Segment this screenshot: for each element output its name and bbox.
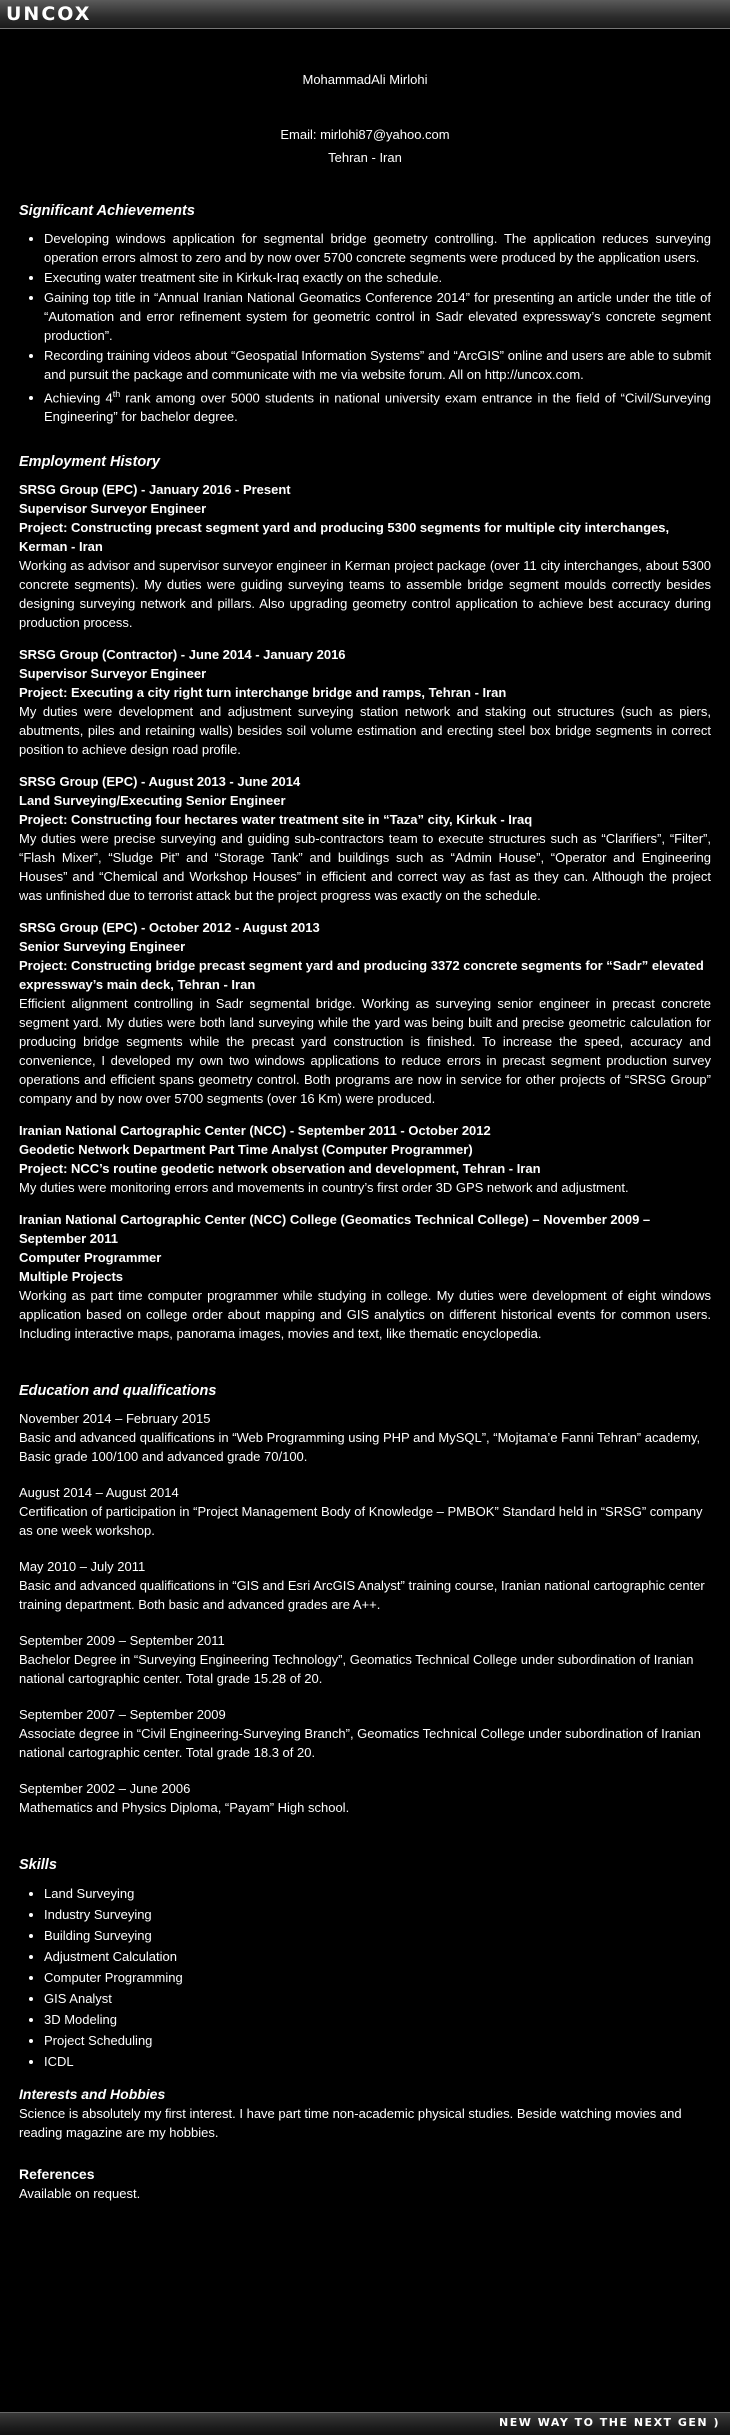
education-date: November 2014 – February 2015 [19, 1411, 211, 1427]
education-description: Mathematics and Physics Diploma, “Payam” High school. [19, 1800, 350, 1816]
job-project: Multiple Projects [19, 1269, 124, 1285]
list-item: • Building Surveying [44, 1925, 711, 1946]
job-entry [19, 772, 711, 905]
job-role: Supervisor Surveyor Engineer [19, 666, 207, 682]
list-item: • Industry Surveying [44, 1904, 711, 1925]
job-description: Working as advisor and supervisor surveyor engineer in Kerman project package (over 11 city interchanges, about 5300 concrete segments). My duties were guiding surveying teams to assemble bridge segment moulds correctly besides designing surveying network and pillars. Also upgrading geometry control application to achieve best accuracy during production process. [19, 558, 711, 631]
job-description: Efficient alignment controlling in Sadr segmental bridge. Working as surveying senior engineer in precast concrete segment yard. My duties were both land surveying while the yard was being built and precise geometric calculation for producing bridge segments while the precast yard construction is finished. To increase the speed, accuracy and convenience, I developed my own two windows applications to reduce errors in precast segment production survey operations and efficient spans geometry control. Both programs are now in service for other projects of “SRSG Group” company and by now over 5700 segments (over 16 Km) were produced. [19, 996, 711, 1107]
job-company: SRSG Group (EPC) - October 2012 - August 2013 [19, 920, 320, 936]
job-company: SRSG Group (EPC) - January 2016 - Present [19, 482, 291, 498]
bottom-banner [0, 2412, 730, 2435]
list-item: • Adjustment Calculation [44, 1946, 711, 1967]
person-name: MohammadAli Mirlohi [302, 72, 428, 87]
job-company: Iranian National Cartographic Center (NCC) College (Geomatics Technical College) – November 2009 – September 2011 [19, 1212, 651, 1247]
job-entry [19, 645, 711, 759]
list-item: • ICDL [44, 2051, 711, 2072]
employment-list [19, 480, 711, 1343]
job-project: Project: Constructing four hectares water treatment site in “Taza” city, Kirkuk - Iraq [19, 812, 533, 828]
references-text: Available on request. [19, 2186, 141, 2202]
education-date: May 2010 – July 2011 [19, 1559, 146, 1575]
list-item: • Project Scheduling [44, 2030, 711, 2051]
education-heading: Education and qualifications [19, 1383, 217, 1400]
site-logo[interactable]: UNCOX [6, 3, 92, 25]
education-entry [19, 1705, 711, 1762]
list-item: • Gaining top title in “Annual Iranian National Geomatics Conference 2014” for presenting an article under the title of “Automation and error refinement system for geometric control in Sadr elevated expressway’s concrete segment production”. [44, 288, 711, 345]
job-entry [19, 480, 711, 632]
resume-content [19, 60, 711, 2203]
education-date: August 2014 – August 2014 [19, 1485, 179, 1501]
interests-text: Science is absolutely my first interest. I have part time non-academic physical studies. Beside watching movies and reading magazine are my hobbies. [19, 2106, 682, 2141]
job-project: Project: Constructing precast segment yard and producing 5300 segments for multiple city interchanges, Kerman - Iran [19, 520, 670, 555]
education-date: September 2002 – June 2006 [19, 1781, 191, 1797]
job-project: Project: Executing a city right turn interchange bridge and ramps, Tehran - Iran [19, 685, 507, 701]
job-entry [19, 1121, 711, 1197]
interests-heading: Interests and Hobbies [19, 2086, 166, 2103]
job-role: Computer Programmer [19, 1250, 162, 1266]
footer-tagline: NEW WAY TO THE NEXT GEN ) [499, 2416, 720, 2429]
contact-email: Email: mirlohi87@yahoo.com [280, 127, 450, 142]
job-company: SRSG Group (Contractor) - June 2014 - January 2016 [19, 647, 346, 663]
job-entry [19, 918, 711, 1108]
job-project: Project: Constructing bridge precast segment yard and producing 3372 concrete segments for “Sadr” elevated expressway’s main deck, Tehran - Iran [19, 958, 704, 993]
job-project: Project: NCC’s routine geodetic network observation and development, Tehran - Iran [19, 1161, 541, 1177]
job-company: Iranian National Cartographic Center (NCC) - September 2011 - October 2012 [19, 1123, 491, 1139]
list-item: • Land Surveying [44, 1883, 711, 1904]
education-date: September 2007 – September 2009 [19, 1707, 226, 1723]
list-item: • Executing water treatment site in Kirkuk-Iraq exactly on the schedule. [44, 268, 711, 287]
education-description: Bachelor Degree in “Surveying Engineering Technology”, Geomatics Technical College under subordination of Iranian national cartographic center. Total grade 15.28 of 20. [19, 1652, 694, 1687]
education-entry [19, 1779, 711, 1817]
job-description: My duties were development and adjustment surveying station network and staking out structures (such as piers, abutments, piles and retaining walls) besides soil volume estimation and erecting steel box bridge segments in correct position to achieve design road profile. [19, 704, 711, 758]
list-item: • Developing windows application for segmental bridge geometry controlling. The application reduces surveying operation errors almost to zero and by now over 5700 concrete segments were produced by the application users. [44, 229, 711, 267]
education-entry [19, 1631, 711, 1688]
education-description: Basic and advanced qualifications in “Web Programming using PHP and MySQL”, “Mojtama’e Fanni Tehran” academy, Basic grade 100/100 and advanced grade 70/100. [19, 1430, 701, 1465]
job-role: Senior Surveying Engineer [19, 939, 186, 955]
job-description: My duties were precise surveying and guiding sub-contractors team to execute structures such as “Clarifiers”, “Filter”, “Flash Mixer”, “Sludge Pit” and “Storage Tank” and buildings such as “Admin House”, “Operator and Engineering Houses” and “Chemical and Workshop Houses” in efficient and correct way as fast as they can. Although the project was unfinished due to terrorist attack but the project progress was exactly on the schedule. [19, 831, 711, 904]
achievements-heading: Significant Achievements [19, 203, 195, 219]
education-entry [19, 1409, 711, 1466]
job-role: Geodetic Network Department Part Time Analyst (Computer Programmer) [19, 1142, 473, 1158]
education-description: Certification of participation in “Project Management Body of Knowledge – PMBOK” Standard held in “SRSG” company as one week workshop. [19, 1504, 703, 1539]
list-item: • Recording training videos about “Geospatial Information Systems” and “ArcGIS” online and users are able to submit and pursuit the package and communicate with me via website forum. All on http://uncox.com. [44, 346, 711, 384]
job-entry [19, 1210, 711, 1343]
list-item: • Computer Programming [44, 1967, 711, 1988]
top-banner [0, 0, 730, 29]
education-entry [19, 1483, 711, 1540]
job-description: My duties were monitoring errors and movements in country’s first order 3D GPS network and adjustment. [19, 1180, 629, 1196]
employment-heading: Employment History [19, 454, 160, 471]
education-list [19, 1409, 711, 1817]
contact-location: Tehran - Iran [328, 150, 402, 165]
job-role: Supervisor Surveyor Engineer [19, 501, 207, 517]
education-description: Basic and advanced qualifications in “GIS and Esri ArcGIS Analyst” training course, Iranian national cartographic center training department. Both basic and advanced grades are A++. [19, 1578, 705, 1613]
education-entry [19, 1557, 711, 1614]
education-date: September 2009 – September 2011 [19, 1633, 225, 1649]
job-description: Working as part time computer programmer while studying in college. My duties were development of eight windows application based on college order about mapping and GIS analytics on different historical events for common users. Including interactive maps, panorama images, movies and text, like thematic encyclopedia. [19, 1288, 711, 1342]
skills-heading: Skills [19, 1857, 57, 1874]
list-item: • Achieving 4th rank among over 5000 students in national university exam entrance in the field of “Civil/Surveying Engineering” for bachelor degree. [44, 385, 711, 426]
achievements-list [19, 229, 711, 426]
job-role: Land Surveying/Executing Senior Engineer [19, 793, 286, 809]
skills-list [19, 1883, 711, 2072]
references-heading: References [19, 2166, 95, 2183]
education-description: Associate degree in “Civil Engineering-Surveying Branch”, Geomatics Technical College under subordination of Iranian national cartographic center. Total grade 18.3 of 20. [19, 1726, 701, 1761]
list-item: • 3D Modeling [44, 2009, 711, 2030]
job-company: SRSG Group (EPC) - August 2013 - June 2014 [19, 774, 301, 790]
list-item: • GIS Analyst [44, 1988, 711, 2009]
